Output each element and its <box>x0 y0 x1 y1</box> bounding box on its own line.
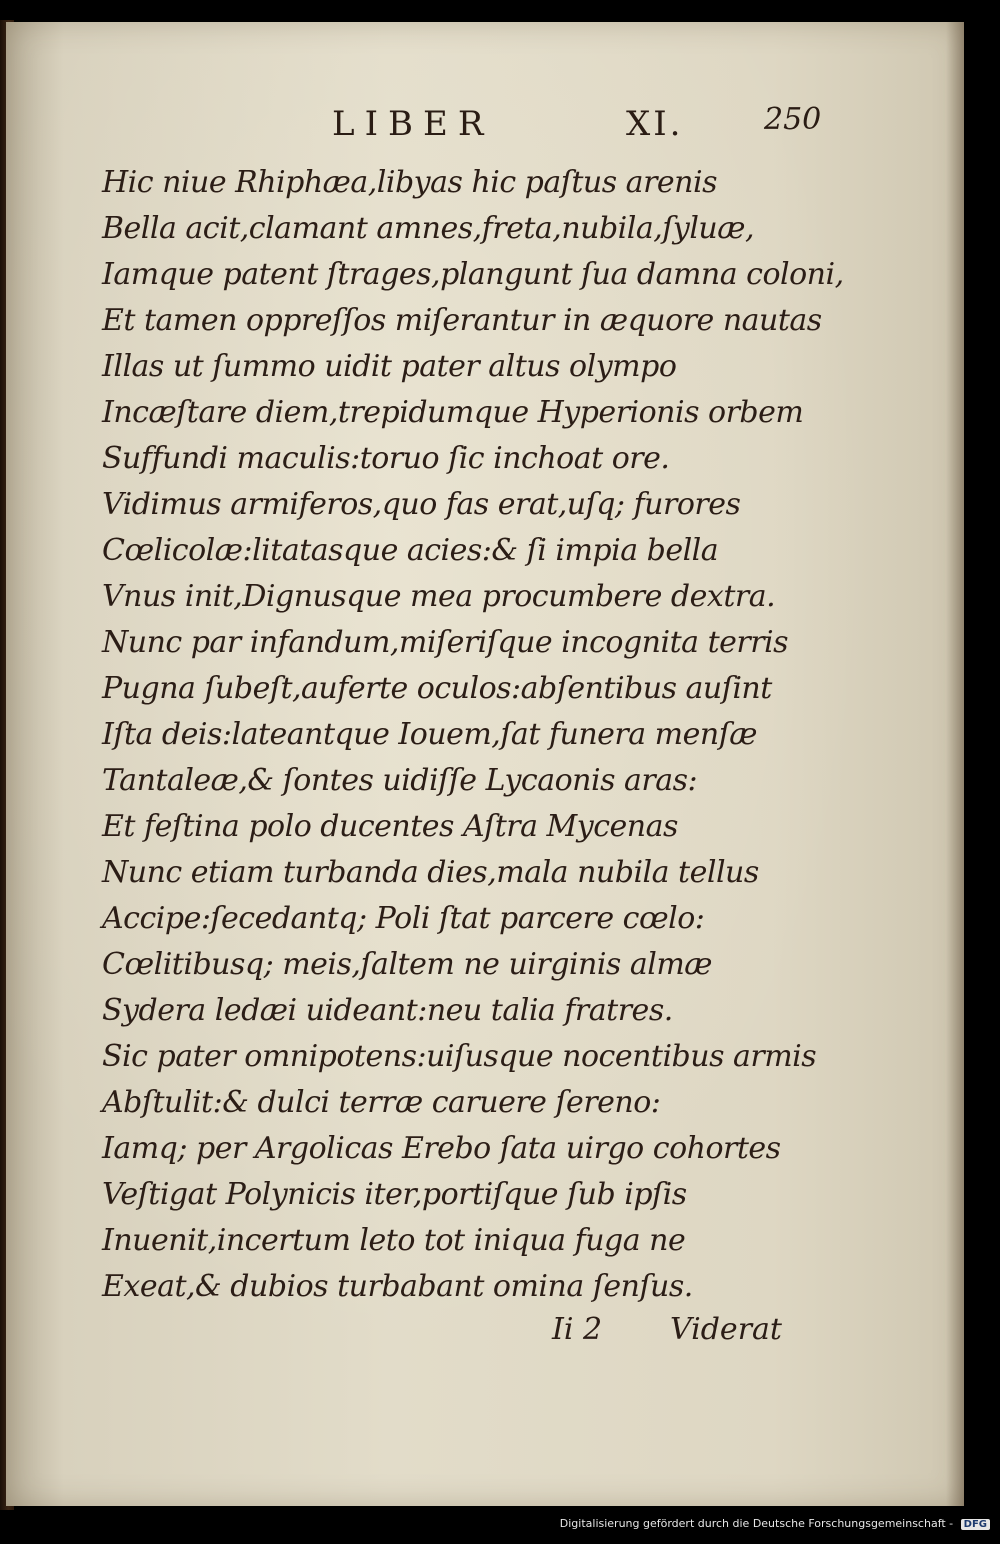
running-title: LIBER <box>332 104 494 144</box>
verse-line: Cœlitibusq; meis,ſaltem ne uirginis almæ <box>102 947 712 982</box>
verse-line: Bella acit,clamant amnes,freta,nubila,ſyluæ, <box>102 211 754 246</box>
verse-line: Nunc par infandum,miſeriſque incognita terris <box>102 625 789 660</box>
verse-line: Vidimus armiferos,quo fas erat,uſq; furores <box>102 487 741 522</box>
verse-line: Et tamen oppreſſos miſerantur in æquore nautas <box>102 303 822 338</box>
verse-line: Vnus init,Dignusque mea procumbere dextra. <box>102 579 776 614</box>
verse-line: Et feſtina polo ducentes Aſtra Mycenas <box>102 809 678 844</box>
verse-line: Pugna ſubeſt,auferte oculos:abſentibus auſint <box>102 671 772 706</box>
verse-line: Tantaleæ,& ſontes uidiſſe Lycaonis aras: <box>102 763 698 798</box>
verse-line: Veſtigat Polynicis iter,portiſque ſub ipſis <box>102 1177 687 1212</box>
verse-line: Iamque patent ſtrages,plangunt ſua damna coloni, <box>102 257 844 292</box>
verse-line: Exeat,& dubios turbabant omina ſenſus. <box>102 1269 693 1304</box>
verse-line: Iamq; per Argolicas Erebo ſata uirgo cohortes <box>102 1131 781 1166</box>
verse-line: Inuenit,incertum leto tot iniqua fuga ne <box>102 1223 686 1258</box>
verse-line: Sydera ledæi uideant:neu talia fratres. <box>102 993 673 1028</box>
verse-line: Illas ut ſummo uidit pater altus olympo <box>102 349 677 384</box>
verse-text <box>102 160 862 1310</box>
page-footer <box>6 1312 964 1362</box>
verse-line: Abſtulit:& dulci terræ caruere ſereno: <box>102 1085 661 1120</box>
credit-text: Digitalisierung gefördert durch die Deutsche Forschungsgemeinschaft - <box>559 1517 954 1530</box>
verse-line: Iſta deis:lateantque Iouem,ſat funera menſæ <box>102 717 757 752</box>
verse-line: Nunc etiam turbanda dies,mala nubila tellus <box>102 855 759 890</box>
verse-line: Suffundi maculis:toruo ſic inchoat ore. <box>102 441 670 476</box>
book-number: XI. <box>626 104 684 144</box>
verse-line: Hic niue Rhiphæa,libyas hic paſtus arenis <box>102 165 717 200</box>
signature-mark: Ii 2 <box>552 1312 603 1347</box>
digitization-credit <box>560 1517 990 1530</box>
verse-line: Sic pater omnipotens:uiſusque nocentibus armis <box>102 1039 817 1074</box>
dfg-logo-icon: DFG <box>961 1519 990 1530</box>
verse-line: Accipe:ſecedantq; Poli ſtat parcere cœlo: <box>102 901 705 936</box>
verse-line: Cœlicolæ:litatasque acies:& ſi impia bella <box>102 533 719 568</box>
folio-number: 250 <box>764 102 822 137</box>
verse-line: Incæſtare diem,trepidumque Hyperionis orbem <box>102 395 804 430</box>
book-page <box>6 22 964 1506</box>
page-header <box>6 92 964 152</box>
catchword: Viderat <box>670 1312 782 1347</box>
